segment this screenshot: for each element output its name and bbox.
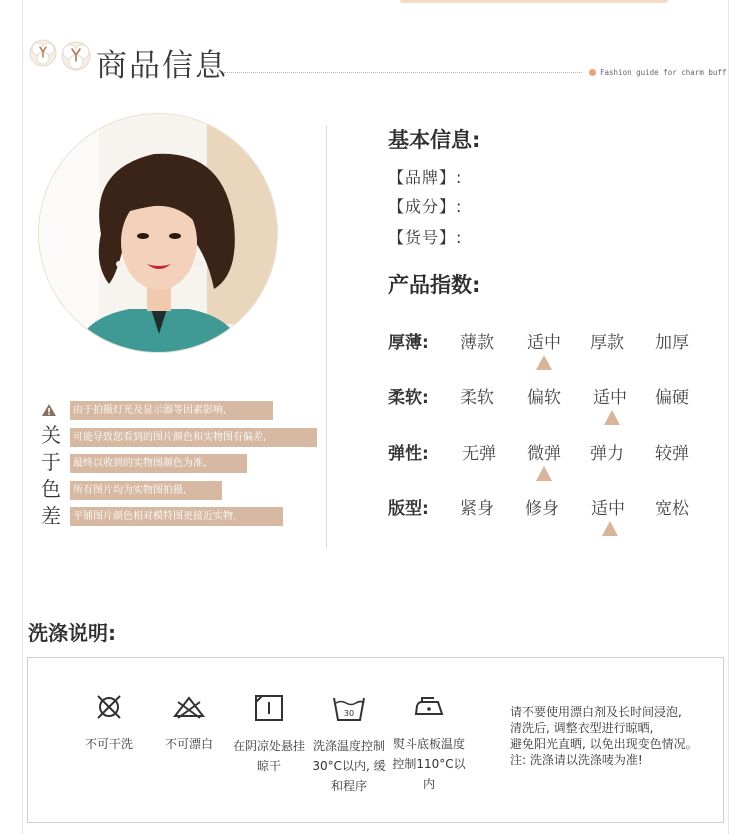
top-decoration-bar xyxy=(400,0,668,3)
warning-icon xyxy=(41,402,57,421)
index-row-label: 弹性: xyxy=(388,444,429,464)
material-field: 【成分】: xyxy=(388,197,463,216)
wash-label-line: 在阴凉处悬挂 xyxy=(232,739,305,753)
note-line: 由于拍摄灯光及显示器等因素影响, xyxy=(70,401,273,420)
wash-label: 不可漂白 xyxy=(164,737,213,751)
wash-item xyxy=(228,694,310,776)
item-number-field: 【货号】: xyxy=(388,228,463,247)
selected-marker xyxy=(604,410,620,425)
color-difference-notes xyxy=(70,401,317,534)
washing-note-line: 避免阳光直晒, 以免出现变色情况。 xyxy=(510,737,698,751)
wash-label-line: 30°C以内, 缓 xyxy=(312,759,386,773)
note-line: 最终以收到的实物图颜色为准, xyxy=(70,454,247,473)
index-option: 偏硬 xyxy=(655,388,689,408)
index-option: 微弹 xyxy=(527,444,561,464)
wash-label-line: 熨斗底板温度 xyxy=(392,737,465,751)
selected-marker xyxy=(536,355,552,370)
basic-info-heading: 基本信息: xyxy=(388,128,481,152)
heading-char: 于 xyxy=(41,450,61,474)
note-line: 可能导致您看到的图片颜色和实物图有偏差, xyxy=(70,428,317,447)
color-difference-heading xyxy=(39,422,63,530)
index-option: 较弹 xyxy=(655,444,689,464)
index-option: 偏软 xyxy=(527,388,561,408)
index-option: 无弹 xyxy=(462,444,496,464)
index-row-label: 厚薄: xyxy=(388,333,429,353)
note-line: 所有图片均为实物图拍摄, xyxy=(70,481,222,500)
wash-label-line: 控制110°C以 xyxy=(392,757,466,771)
washing-note-line: 清洗后, 调整衣型进行晾晒, xyxy=(510,721,654,735)
wash-label-line: 晾干 xyxy=(256,759,281,773)
no-bleach-icon xyxy=(172,694,206,720)
index-option: 薄款 xyxy=(460,333,494,353)
index-option: 紧身 xyxy=(460,499,494,519)
cotton-flower-icon xyxy=(58,40,94,72)
wash-item xyxy=(68,694,150,754)
heading-char: 关 xyxy=(41,423,61,447)
wash-label-line: 和程序 xyxy=(330,779,367,793)
selected-marker xyxy=(536,466,552,481)
index-option: 弹力 xyxy=(590,444,624,464)
model-portrait xyxy=(38,113,278,353)
index-option: 适中 xyxy=(593,388,627,408)
wash-label xyxy=(308,736,390,796)
washing-heading: 洗涤说明: xyxy=(28,621,116,645)
wash-label-line: 洗涤温度控制 xyxy=(312,739,385,753)
product-index-heading: 产品指数: xyxy=(388,273,481,297)
index-row-label: 柔软: xyxy=(388,388,429,408)
wash-item xyxy=(308,694,390,796)
wash-label xyxy=(388,734,470,794)
heading-char: 差 xyxy=(41,504,61,528)
index-option: 宽松 xyxy=(655,499,689,519)
index-row-label: 版型: xyxy=(388,499,429,519)
wash-label-line: 内 xyxy=(422,777,435,791)
no-dry-clean-icon xyxy=(94,694,124,720)
svg-text:30: 30 xyxy=(343,709,355,718)
frame-right-border xyxy=(728,0,729,834)
vertical-divider xyxy=(326,125,327,548)
washing-note xyxy=(510,704,698,768)
index-option: 适中 xyxy=(591,499,625,519)
title-dot xyxy=(589,69,596,76)
washing-panel xyxy=(27,657,724,823)
washing-note-line: 注: 洗涤请以洗涤唛为准! xyxy=(510,753,643,767)
index-option: 修身 xyxy=(525,499,559,519)
heading-char: 色 xyxy=(41,477,61,501)
line-dry-shade-icon xyxy=(254,694,284,722)
index-option: 加厚 xyxy=(655,333,689,353)
selected-marker xyxy=(602,521,618,536)
cotton-flower-icon xyxy=(28,38,58,68)
brand-field: 【品牌】: xyxy=(388,168,463,187)
wash-label xyxy=(228,736,310,776)
section-subtitle: Fashion guide for charm buff xyxy=(600,68,727,77)
note-line: 平铺图片颜色相对模特图更接近实物. xyxy=(70,507,283,526)
index-option: 厚款 xyxy=(590,333,624,353)
wash-30-icon xyxy=(332,694,366,722)
frame-left-border xyxy=(22,0,23,834)
washing-note-line: 请不要使用漂白剂及长时间浸泡, xyxy=(510,705,682,719)
index-option: 柔软 xyxy=(460,388,494,408)
wash-item xyxy=(388,694,470,794)
index-option: 适中 xyxy=(527,333,561,353)
wash-label: 不可干洗 xyxy=(84,737,133,751)
title-dotted-line xyxy=(224,72,582,73)
wash-item xyxy=(148,694,230,754)
iron-low-icon xyxy=(412,694,446,720)
section-title: 商品信息 xyxy=(96,48,228,84)
